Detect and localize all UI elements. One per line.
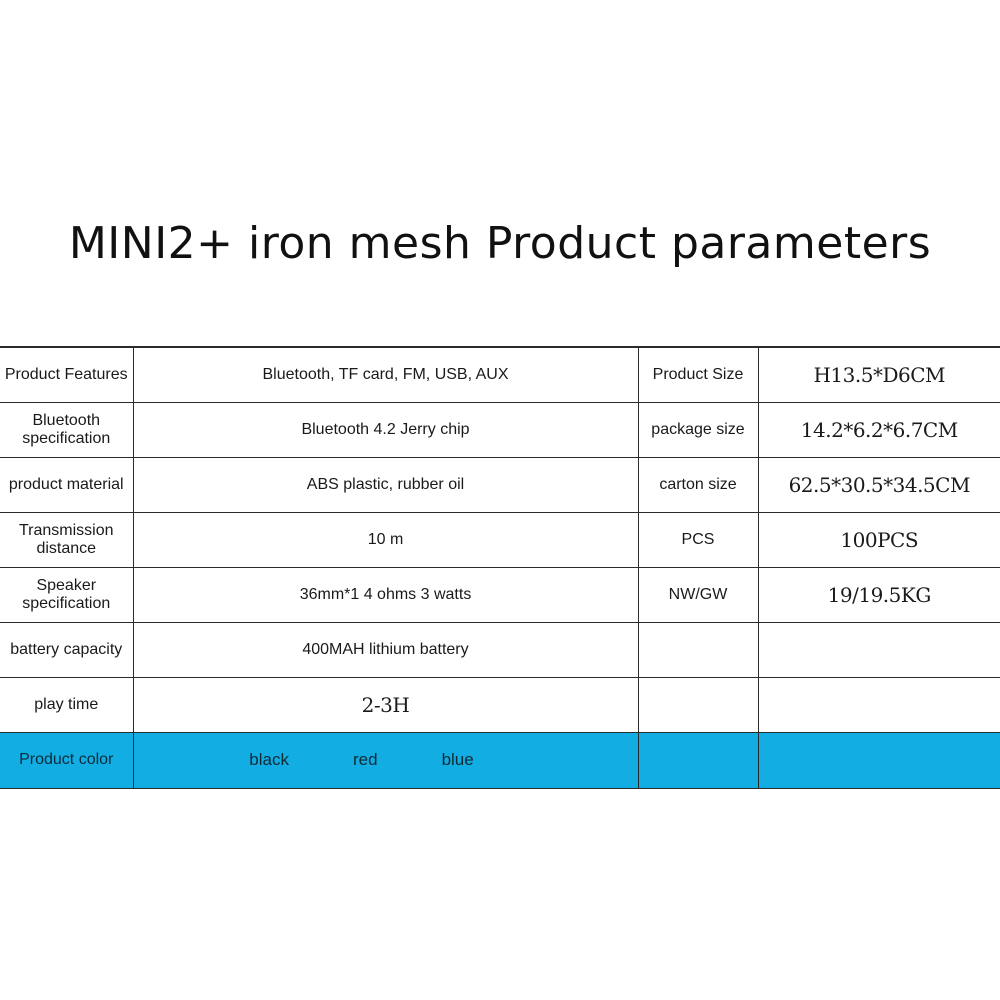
row-key-value: 14.2*6.2*6.7CM xyxy=(758,402,1000,457)
row-label: Transmission distance xyxy=(0,512,133,567)
row-key: PCS xyxy=(638,512,758,567)
color-option: red xyxy=(352,750,378,769)
empty-cell xyxy=(638,732,758,788)
row-key xyxy=(638,677,758,732)
empty-cell xyxy=(758,732,1000,788)
row-key-value xyxy=(758,677,1000,732)
table-row xyxy=(0,512,1000,567)
row-key: package size xyxy=(638,402,758,457)
row-key: Product Size xyxy=(638,347,758,402)
row-value: Bluetooth 4.2 Jerry chip xyxy=(133,402,638,457)
row-key: NW/GW xyxy=(638,567,758,622)
row-value: 400MAH lithium battery xyxy=(133,622,638,677)
row-value: 2-3H xyxy=(133,677,638,732)
row-key xyxy=(638,622,758,677)
row-label: Speaker specification xyxy=(0,567,133,622)
row-value: Bluetooth, TF card, FM, USB, AUX xyxy=(133,347,638,402)
row-label: battery capacity xyxy=(0,622,133,677)
row-key: carton size xyxy=(638,457,758,512)
table-row xyxy=(0,402,1000,457)
table-row xyxy=(0,677,1000,732)
row-label: product material xyxy=(0,457,133,512)
table-row xyxy=(0,457,1000,512)
row-key-value: 100PCS xyxy=(758,512,1000,567)
spec-table xyxy=(0,346,1000,789)
product-color-row xyxy=(0,732,1000,788)
table-row xyxy=(0,567,1000,622)
table-row xyxy=(0,347,1000,402)
row-value: 10 m xyxy=(133,512,638,567)
color-option: black xyxy=(249,750,289,769)
row-key-value: 62.5*30.5*34.5CM xyxy=(758,457,1000,512)
row-key-value: H13.5*D6CM xyxy=(758,347,1000,402)
row-key-value xyxy=(758,622,1000,677)
page-title: MINI2+ iron mesh Product parameters xyxy=(68,218,932,269)
row-label: Product Features xyxy=(0,347,133,402)
row-label: Product color xyxy=(0,732,133,788)
color-option: blue xyxy=(441,750,474,769)
color-list xyxy=(133,732,638,788)
row-label: Bluetooth specification xyxy=(0,402,133,457)
row-value: ABS plastic, rubber oil xyxy=(133,457,638,512)
row-label: play time xyxy=(0,677,133,732)
table-row xyxy=(0,622,1000,677)
row-value: 36mm*1 4 ohms 3 watts xyxy=(133,567,638,622)
row-key-value: 19/19.5KG xyxy=(758,567,1000,622)
